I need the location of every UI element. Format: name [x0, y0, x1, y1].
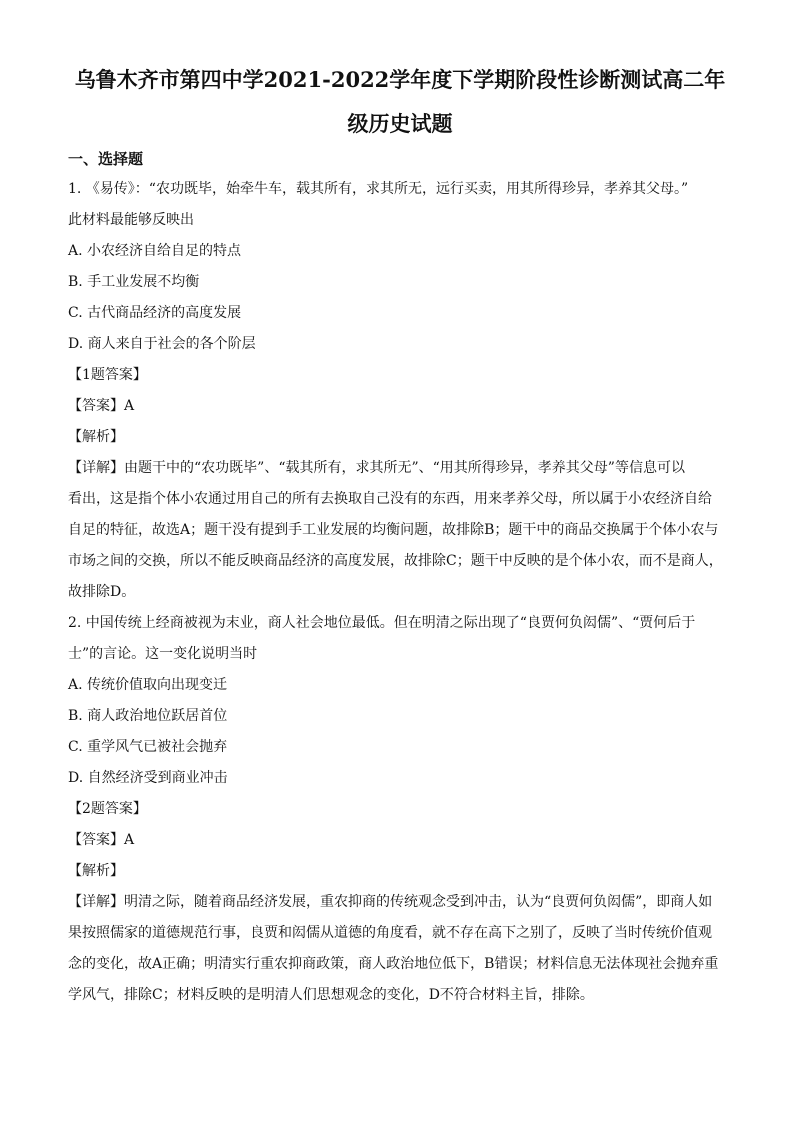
- question-1-option-a: A. 小农经济自给自足的特点: [68, 243, 242, 259]
- question-1-stem-line-2: 此材料最能够反映出: [68, 212, 194, 228]
- question-1-option-d: D. 商人来自于社会的各个阶层: [68, 336, 256, 352]
- document-title: [68, 62, 732, 142]
- question-1-detail-line-3: 自足的特征，故选A；题干没有提到手工业发展的均衡问题，故排除B；题干中的商品交换属于个体小农与: [68, 522, 719, 538]
- question-1-detail-line-5: 故排除D。: [68, 584, 136, 600]
- question-2-option-c: C. 重学风气已被社会抛弃: [68, 739, 228, 755]
- question-2-answer-tag: 【2题答案】: [68, 801, 147, 817]
- question-1-detail-line-1: 【详解】由题干中的“农功既毕”、“载其所有，求其所无”、“用其所得珍异，孝养其父母”等信息可以: [68, 460, 685, 476]
- question-2: [68, 608, 732, 1011]
- question-1-answer-tag: 【1题答案】: [68, 367, 147, 383]
- question-2-detail-line-1: 【详解】明清之际，随着商品经济发展，重农抑商的传统观念受到冲击，认为“良贾何负闳儒”，即商人如: [68, 894, 713, 910]
- title-line-2: 级历史试题: [347, 111, 453, 136]
- question-2-detail-line-3: 念的变化，故A正确；明清实行重农抑商政策，商人政治地位低下，B错误；材料信息无法体现社会抛弃重: [68, 956, 719, 972]
- question-1-option-b: B. 手工业发展不均衡: [68, 274, 200, 290]
- question-1-detail-line-2: 看出，这是指个体小农通过用自己的所有去换取自己没有的东西，用来孝养父母，所以属于小农经济自给: [68, 491, 712, 507]
- title-line-1: 乌鲁木齐市第四中学2021-2022学年度下学期阶段性诊断测试高二年: [74, 67, 726, 92]
- question-2-stem-line-2: 士”的言论。这一变化说明当时: [68, 646, 258, 662]
- question-1-analysis-tag: 【解析】: [68, 429, 124, 445]
- question-1-answer: 【答案】A: [68, 398, 135, 414]
- question-1-option-c: C. 古代商品经济的高度发展: [68, 305, 242, 321]
- question-1-detail-line-4: 市场之间的交换，所以不能反映商品经济的高度发展，故排除C；题干中反映的是个体小农，而不是商人，: [68, 553, 723, 569]
- section-heading: 一、选择题: [68, 150, 144, 168]
- question-2-answer: 【答案】A: [68, 832, 135, 848]
- question-2-detail-line-2: 果按照儒家的道德规范行事，良贾和闳儒从道德的角度看，就不存在高下之别了，反映了当时传统价值观: [68, 925, 712, 941]
- question-2-option-d: D. 自然经济受到商业冲击: [68, 770, 228, 786]
- question-2-analysis-tag: 【解析】: [68, 863, 124, 879]
- question-2-detail-line-4: 学风气，排除C；材料反映的是明清人们思想观念的变化，D不符合材料主旨，排除。: [68, 987, 594, 1003]
- question-2-option-b: B. 商人政治地位跃居首位: [68, 708, 228, 724]
- question-2-option-a: A. 传统价值取向出现变迁: [68, 677, 228, 693]
- question-1: [68, 174, 732, 608]
- question-1-stem-line-1: 1. 《易传》：“农功既毕，始牵牛车，载其所有，求其所无，远行买卖，用其所得珍异，孝养其父母。”: [68, 181, 689, 197]
- question-2-stem-line-1: 2. 中国传统上经商被视为末业，商人社会地位最低。但在明清之际出现了“良贾何负闳儒”、“贾何后于: [68, 615, 696, 631]
